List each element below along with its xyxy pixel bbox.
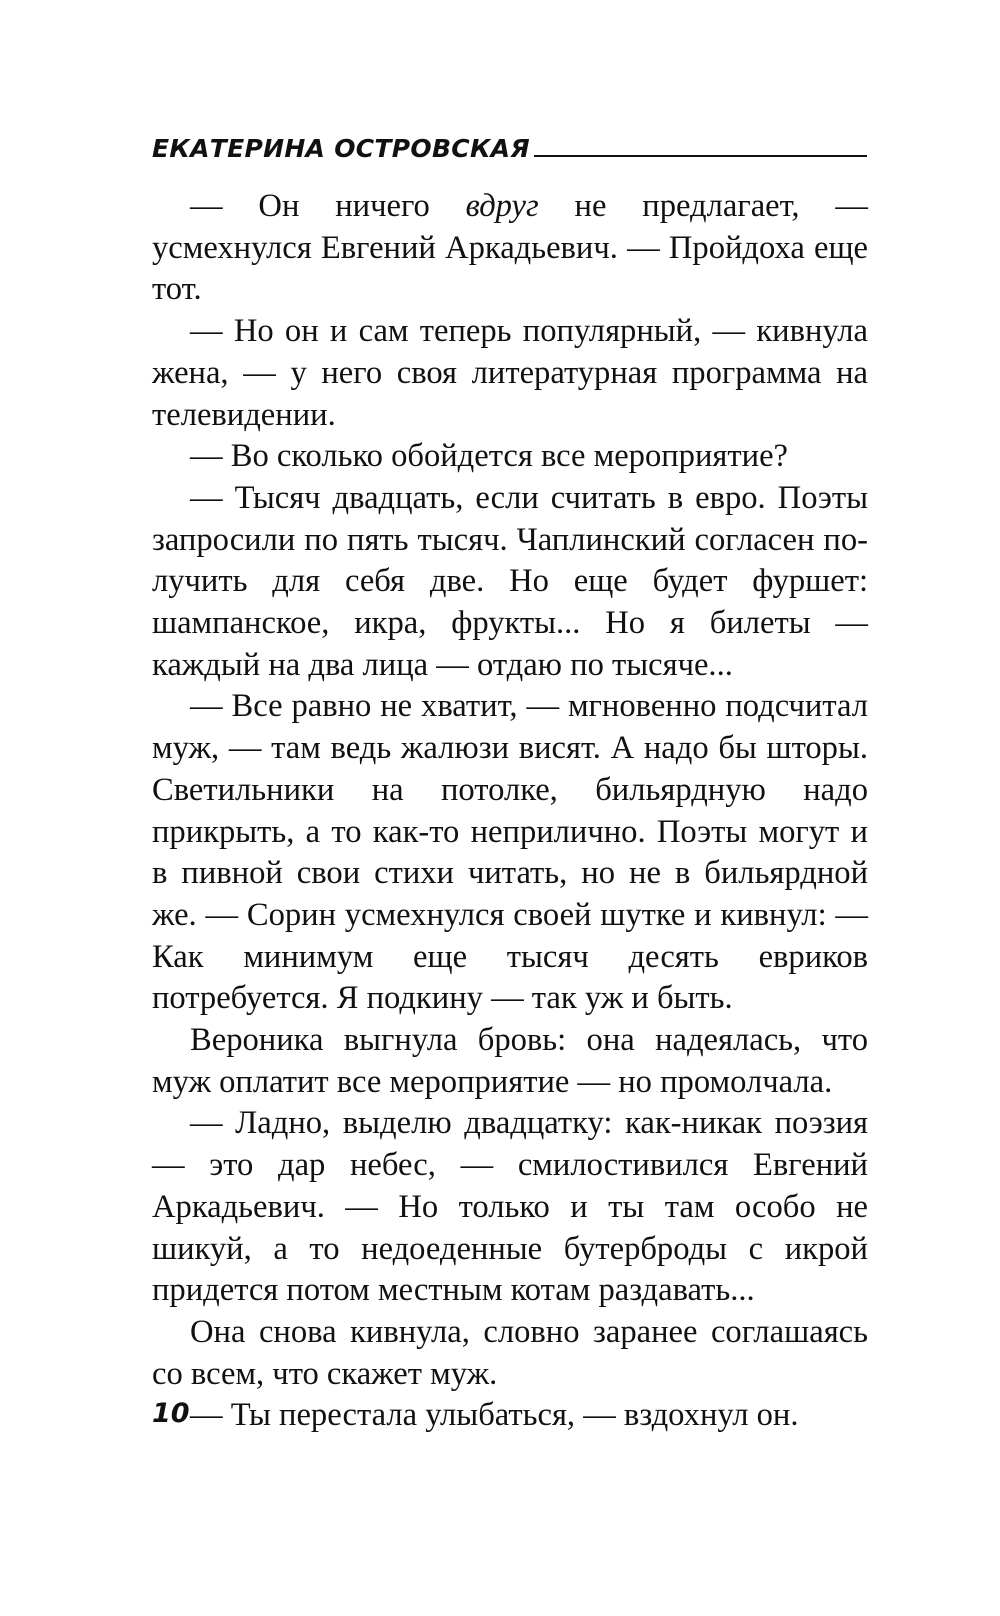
paragraph-text: — Во сколько обойдется все мероприятие? (190, 438, 788, 475)
paragraph (152, 436, 868, 478)
body-text (152, 186, 868, 1437)
paragraph-text: — Ты перестала улыбаться, — вздохнул он. (190, 1397, 799, 1434)
emphasis-text: вдруг (465, 188, 539, 224)
paragraph-text: — Все равно не хватит, — мгновенно подсчитал муж, — там ведь жалюзи висят. А надо бы шторы. Светильники на потолке, бильярдную надо прикрыть, а то как-то неприлично. Поэты могут и в пивной свои стихи читать, но не в бильярдной же. — Сорин усмехнулся своей шутке и кивнул: — Как минимум еще тысяч десять евриков потребуется. Я подкину — так уж и быть. (152, 688, 868, 1017)
paragraph-text: — Но он и сам теперь популярный, — кивнула жена, — у него своя литературная программа на телевидении. (152, 313, 868, 433)
paragraph (152, 478, 868, 687)
paragraph-text: — Тысяч двадцать, если считать в евро. Поэты запросили по пять тысяч. Чаплинский согласен получить для себя две. Но еще будет фуршет: шампанское, икра, фрукты... Но я билеты — каждый на два лица — отдаю по тысяче... (152, 479, 868, 683)
paragraph-text: не предлагает, — усмехнулся Евгений Аркадьевич. — Пройдоха еще тот. (152, 188, 869, 308)
paragraph (152, 186, 868, 311)
paragraph (152, 686, 868, 1020)
paragraph (152, 1103, 868, 1312)
paragraph (152, 1395, 868, 1437)
header-rule (534, 155, 867, 157)
page-number: 10 (152, 1398, 190, 1429)
paragraph-text: Вероника выгнула бровь: она надеялась, что муж оплатит все мероприятие — но промолчала. (152, 1022, 868, 1100)
running-title: ЕКАТЕРИНА ОСТРОВСКАЯ (152, 134, 530, 163)
running-header (152, 128, 867, 164)
paragraph-text: Она снова кивнула, словно заранее соглашаясь со всем, что скажет муж. (152, 1313, 868, 1392)
paragraph-text: — Ладно, выделю двадцатку: как-никак поэзия — это дар небес, — смилостивился Евгений Аркадьевич. — Но только и ты там особо не шикуй, а то недоеденные бутерброды с икрой придется потом местным котам раздавать... (152, 1105, 868, 1309)
paragraph-text: — Он ничего (190, 188, 466, 224)
paragraph (152, 311, 868, 436)
paragraph (152, 1020, 868, 1103)
paragraph (152, 1312, 868, 1395)
